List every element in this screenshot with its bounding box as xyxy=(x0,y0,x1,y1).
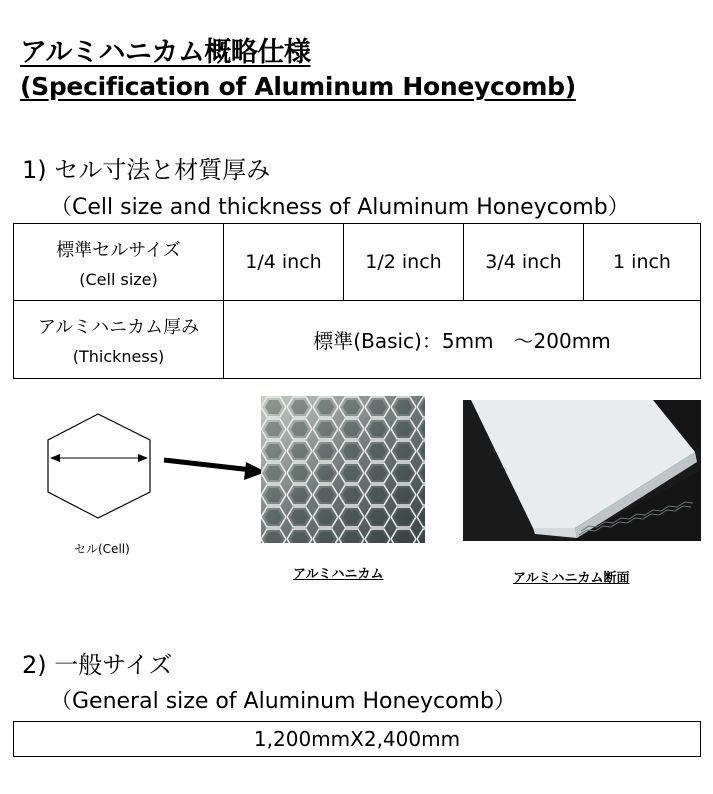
section1-subheading: （Cell size and thickness of Aluminum Honeycomb） xyxy=(50,195,630,220)
thickness-label xyxy=(14,301,224,379)
honeycomb-caption: アルミハニカム xyxy=(293,567,384,582)
cell-size-label xyxy=(14,224,224,301)
cell-diagram xyxy=(40,410,270,530)
cell-size-one: 1 inch xyxy=(584,224,701,301)
pointer-arrow-line xyxy=(164,460,252,470)
page-title-jp: アルミハニカム概略仕様 xyxy=(20,37,311,68)
cell-size-three-quarter: 3/4 inch xyxy=(464,224,584,301)
thickness-value: 標準(Basic)：5mm ～200mm xyxy=(224,301,701,379)
cell-caption: セル(Cell) xyxy=(74,542,130,556)
hexagon-cell-shape xyxy=(48,414,150,518)
cell-size-label-jp: 標準セルサイズ xyxy=(56,239,181,261)
cross-section-caption: アルミハニカム断面 xyxy=(513,571,630,586)
section1-heading: 1) セル寸法と材質厚み xyxy=(22,156,271,184)
dimension-arrow-left-icon xyxy=(50,454,60,462)
cell-size-label-en: (Cell size) xyxy=(79,269,158,289)
spec-table xyxy=(13,223,701,379)
dimension-arrow-right-icon xyxy=(138,454,148,462)
thickness-label-jp: アルミハニカム厚み xyxy=(37,317,200,338)
cross-section-photo xyxy=(463,400,701,541)
page-title-en: (Specification of Aluminum Honeycomb) xyxy=(20,72,576,101)
table-row-cell-size xyxy=(14,224,701,301)
thickness-label-en: (Thickness) xyxy=(72,347,165,366)
cell-size-quarter: 1/4 inch xyxy=(224,224,344,301)
section2-heading: 2) 一般サイズ xyxy=(22,651,173,679)
cell-size-half: 1/2 inch xyxy=(344,224,464,301)
section2-subheading: （General size of Aluminum Honeycomb） xyxy=(50,689,516,714)
honeycomb-photo xyxy=(261,396,425,543)
table-row-thickness xyxy=(14,301,701,379)
general-size-value: 1,200mmX2,400mm xyxy=(13,721,701,757)
